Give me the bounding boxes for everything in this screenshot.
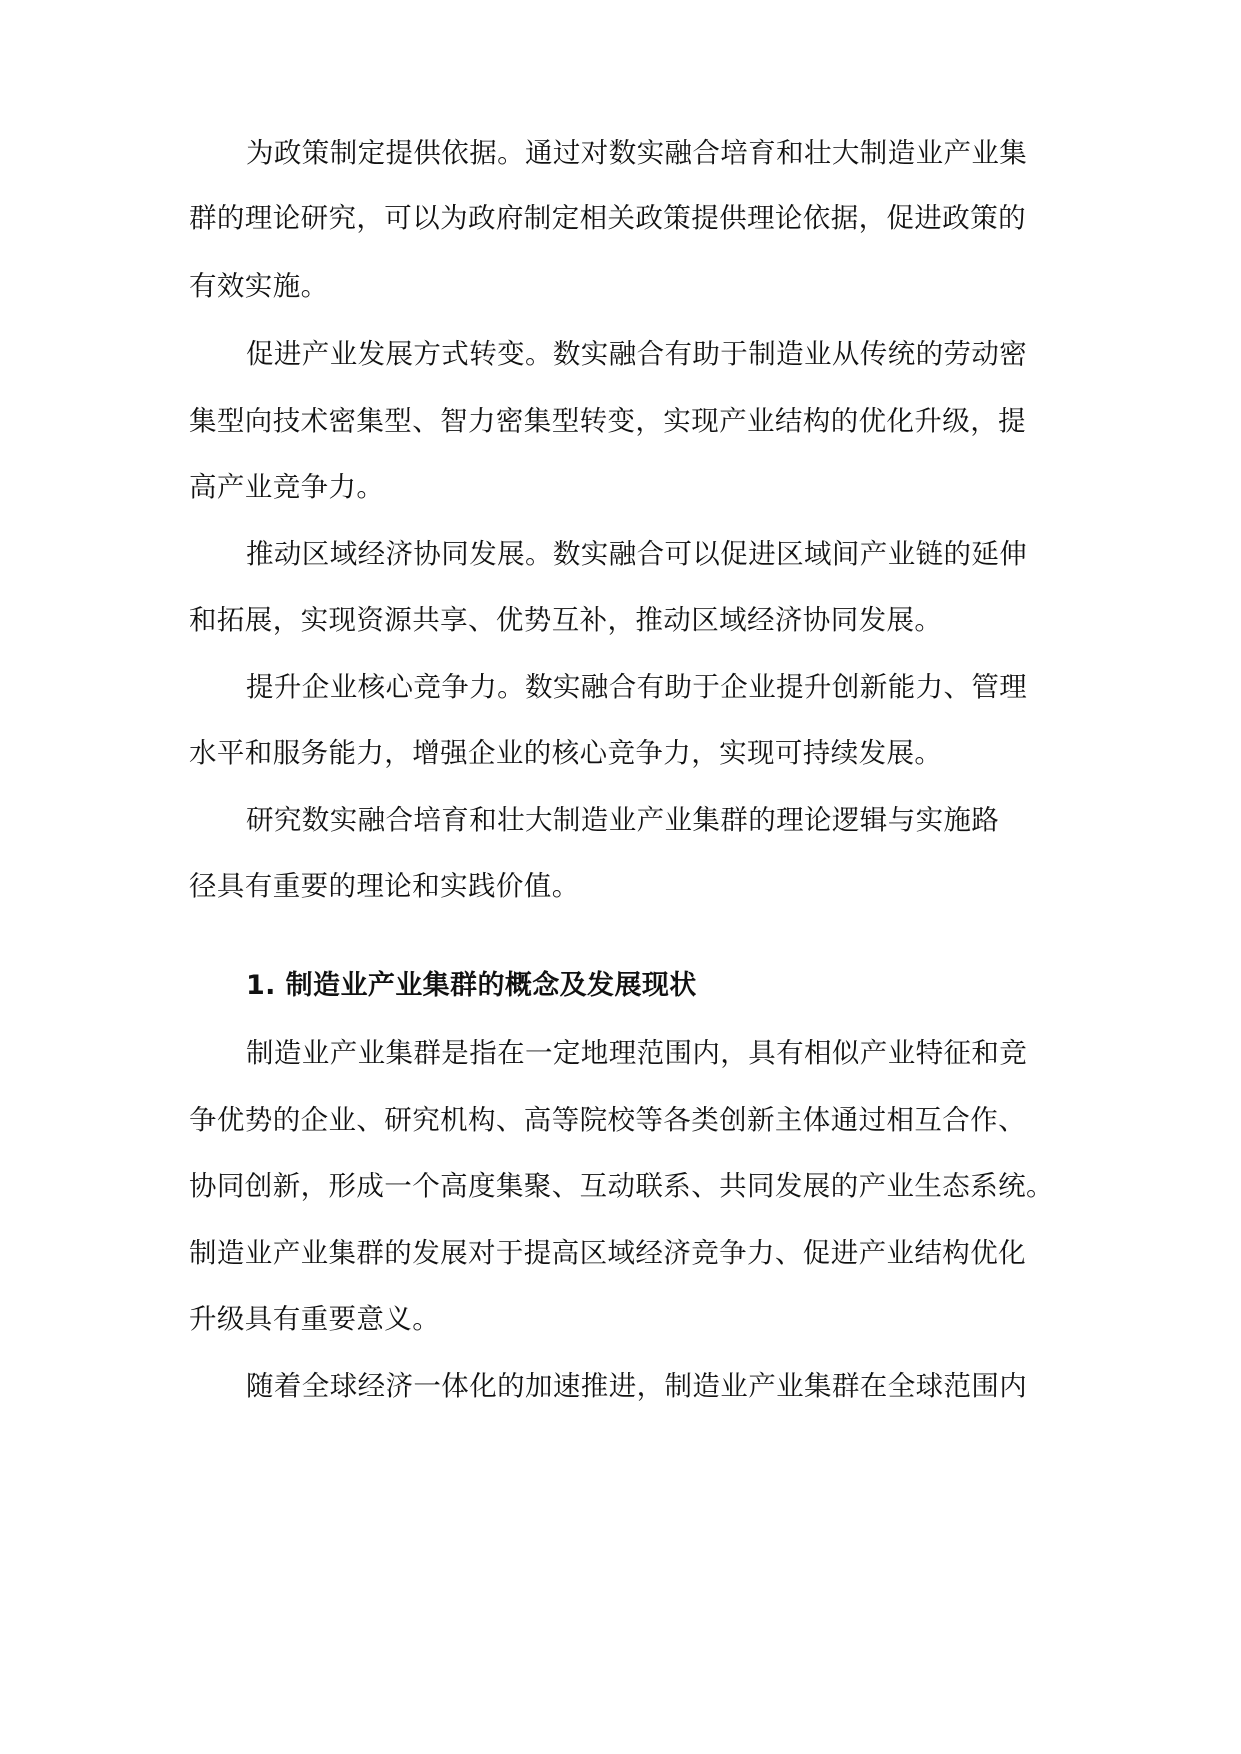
section-paragraph-1-line-1: 制造业产业集群是指在一定地理范围内，具有相似产业特征和竞 — [246, 1037, 1028, 1069]
section-paragraph-1-line-2: 争优势的企业、研究机构、高等院校等各类创新主体通过相互合作、 — [189, 1104, 1026, 1136]
section-paragraph-1-line-4: 制造业产业集群的发展对于提高区域经济竞争力、促进产业结构优化 — [189, 1237, 1026, 1269]
paragraph-3-line-1: 推动区域经济协同发展。数实融合可以促进区域间产业链的延伸 — [246, 538, 1028, 570]
section-heading: 1. 制造业产业集群的概念及发展现状 — [246, 970, 697, 1001]
paragraph-4-line-1: 提升企业核心竞争力。数实融合有助于企业提升创新能力、管理 — [246, 671, 1028, 703]
paragraph-4-line-2: 水平和服务能力，增强企业的核心竞争力，实现可持续发展。 — [189, 737, 943, 769]
section-paragraph-1-line-5: 升级具有重要意义。 — [189, 1303, 441, 1335]
paragraph-2-line-3: 高产业竞争力。 — [189, 471, 385, 503]
paragraph-1-line-1: 为政策制定提供依据。通过对数实融合培育和壮大制造业产业集 — [246, 137, 1028, 169]
section-paragraph-1-line-3: 协同创新，形成一个高度集聚、互动联系、共同发展的产业生态系统。 — [189, 1170, 1054, 1202]
paragraph-1-line-2: 群的理论研究，可以为政府制定相关政策提供理论依据，促进政策的 — [189, 202, 1026, 234]
paragraph-2-line-1: 促进产业发展方式转变。数实融合有助于制造业从传统的劳动密 — [246, 338, 1028, 370]
paragraph-3-line-2: 和拓展，实现资源共享、优势互补，推动区域经济协同发展。 — [189, 604, 943, 636]
paragraph-1-line-3: 有效实施。 — [189, 270, 329, 302]
section-paragraph-2-line-1: 随着全球经济一体化的加速推进，制造业产业集群在全球范围内 — [246, 1370, 1028, 1402]
paragraph-2-line-2: 集型向技术密集型、智力密集型转变，实现产业结构的优化升级，提 — [189, 405, 1026, 437]
paragraph-5-line-2: 径具有重要的理论和实践价值。 — [189, 870, 580, 902]
paragraph-5-line-1: 研究数实融合培育和壮大制造业产业集群的理论逻辑与实施路 — [246, 804, 1000, 836]
